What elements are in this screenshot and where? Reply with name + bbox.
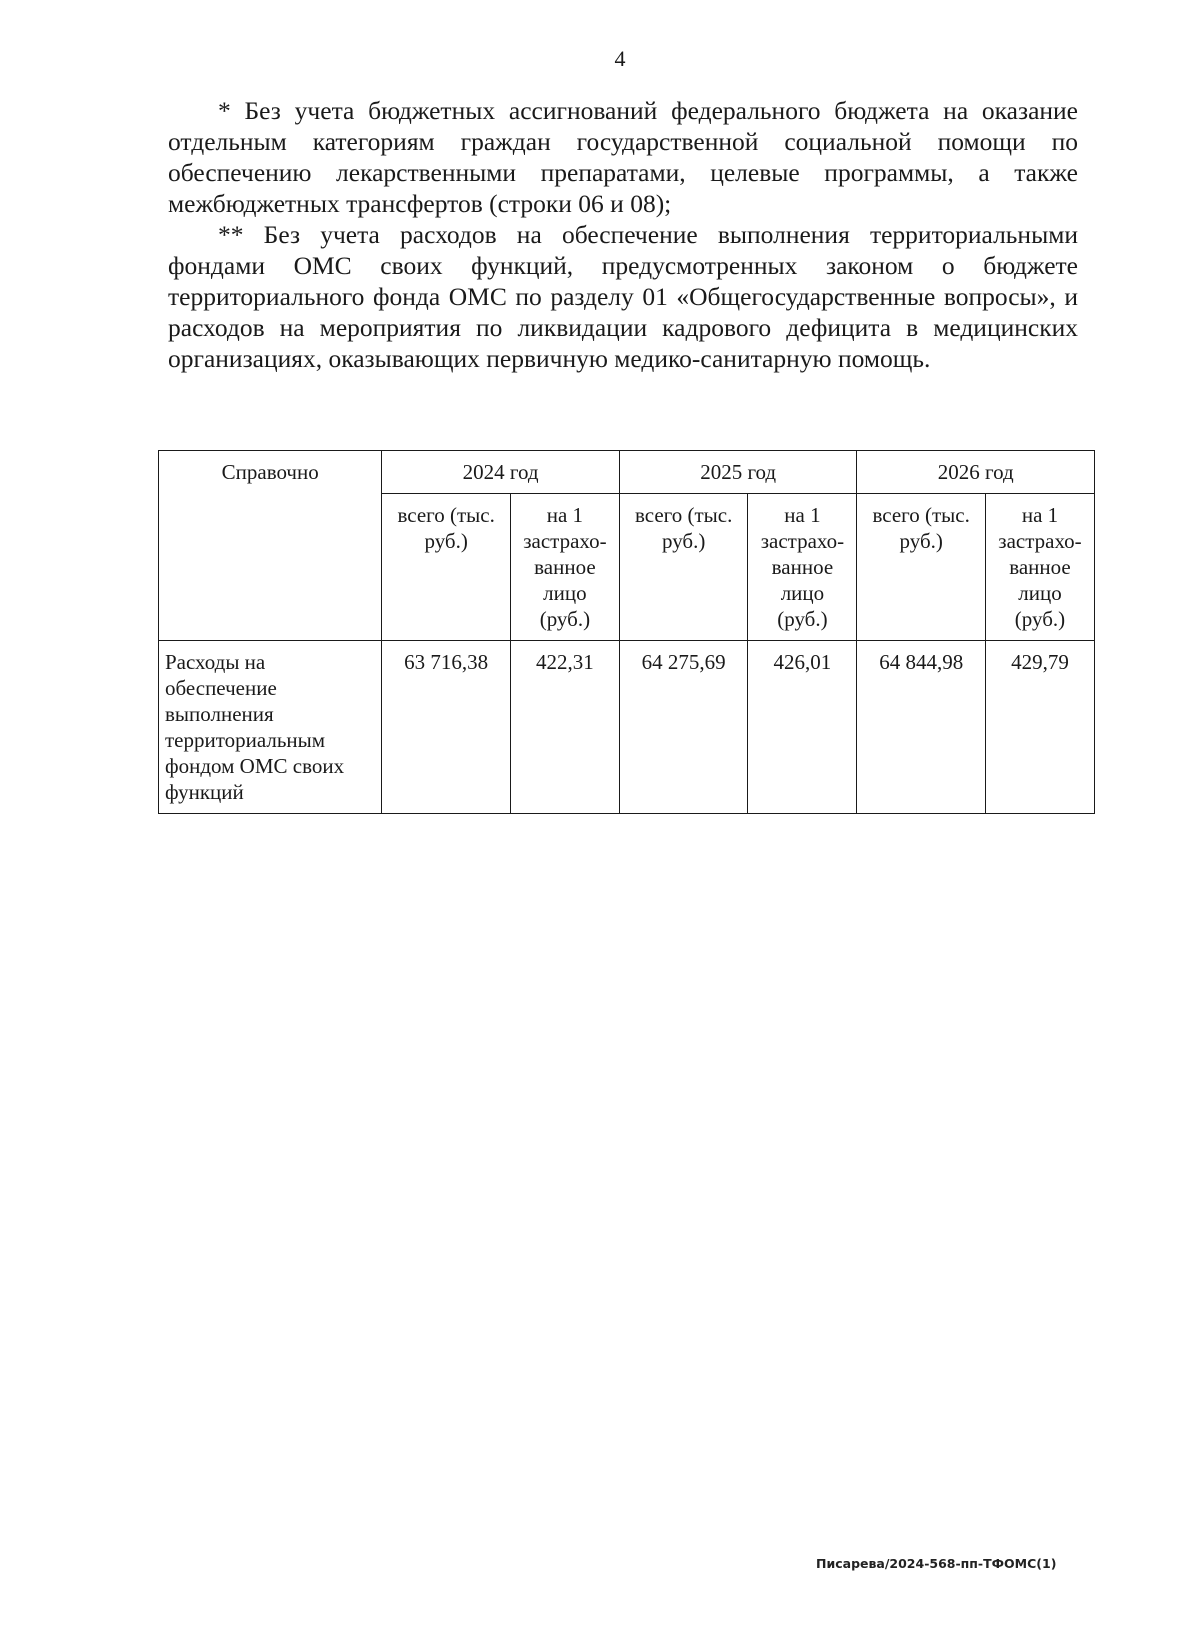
table-row	[159, 641, 1095, 814]
footnotes	[168, 95, 1078, 374]
footnote-double-asterisk: ** Без учета расходов на обеспечение выполнения территориальными фондами ОМС своих функций, предусмотренных законом о бюджете территориального фонда ОМС по разделу 01 «Общегосударственные вопросы», и расходов на мероприятия по ликвидации кадрового дефицита в медицинских организациях, оказывающих первичную медико-санитарную помощь.	[168, 220, 1078, 373]
year-header-2025: 2025 год	[619, 451, 857, 494]
subheader-total-2026: всего (тыс. руб.)	[857, 494, 986, 641]
value-2024-total: 63 716,38	[382, 641, 511, 814]
subheader-per-person-2026: на 1 застрахо-ванное лицо (руб.)	[985, 494, 1094, 641]
year-header-2026: 2026 год	[857, 451, 1095, 494]
value-2025-total: 64 275,69	[619, 641, 748, 814]
value-2025-per-person: 426,01	[748, 641, 857, 814]
document-footer-code: Писарева/2024-568-пп-ТФОМС(1)	[816, 1556, 1057, 1571]
value-2026-per-person: 429,79	[985, 641, 1094, 814]
footnote-single-asterisk: * Без учета бюджетных ассигнований федерального бюджета на оказание отдельным категориям граждан государственной социальной помощи по обеспечению лекарственными препаратами, целевые программы, а также межбюджетных трансфертов (строки 06 и 08);	[168, 96, 1078, 218]
subheader-total-2025: всего (тыс. руб.)	[619, 494, 748, 641]
year-header-2024: 2024 год	[382, 451, 620, 494]
page-number: 4	[614, 46, 626, 71]
subheader-per-person-2025: на 1 застрахо-ванное лицо (руб.)	[748, 494, 857, 641]
row-label-fund-expenses: Расходы на обеспечение выполнения территориальным фондом ОМС своих функций	[159, 641, 382, 814]
subheader-per-person-2024: на 1 застрахо-ванное лицо (руб.)	[510, 494, 619, 641]
table-header-row-years	[159, 451, 1095, 494]
subheader-total-2024: всего (тыс. руб.)	[382, 494, 511, 641]
table-corner-header: Справочно	[159, 451, 382, 641]
value-2026-total: 64 844,98	[857, 641, 986, 814]
reference-table	[158, 450, 1095, 814]
value-2024-per-person: 422,31	[510, 641, 619, 814]
